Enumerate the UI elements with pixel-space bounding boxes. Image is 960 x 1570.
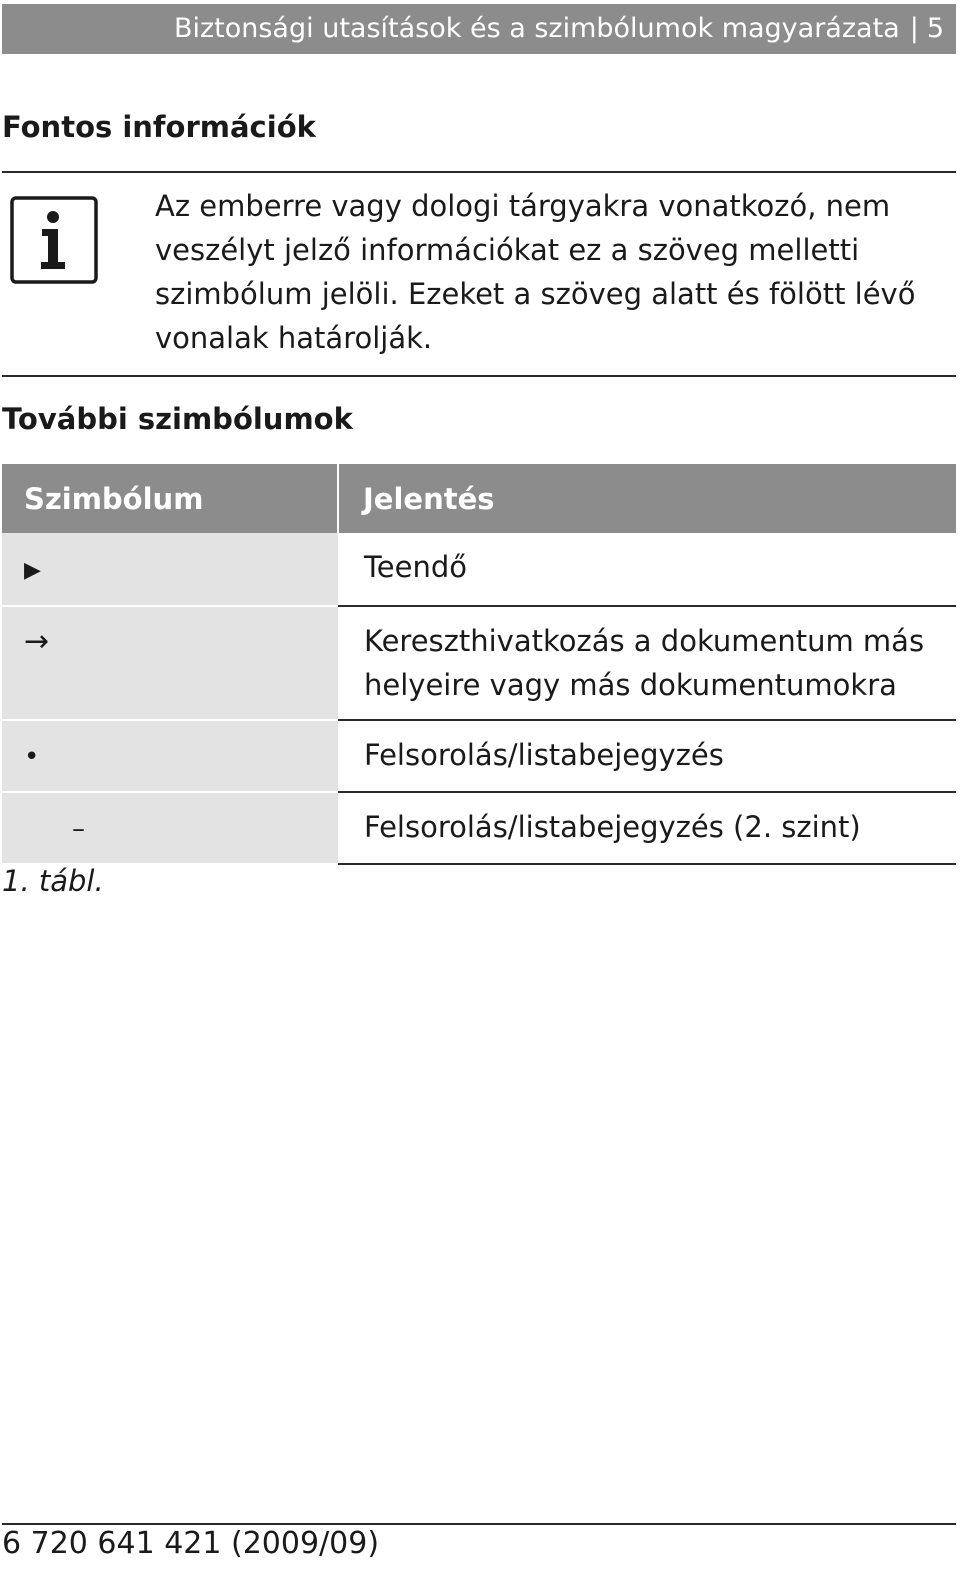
running-header-title: Biztonsági utasítások és a szimbólumok magyarázata [173,13,900,44]
document-number: 6 720 641 421 (2009/09) [2,1526,380,1561]
column-header-symbol: Szimbólum [2,464,338,533]
symbol-cell [2,720,338,792]
arrow-right-icon: → [24,624,50,659]
footer-rule [2,1523,956,1525]
table-caption: 1. tábl. [2,864,104,898]
table-row [2,792,956,864]
meaning-cell: Teendő [338,533,956,606]
more-symbols-heading: További szimbólumok [2,402,353,436]
meaning-cell: Felsorolás/listabejegyzés (2. szint) [338,792,956,864]
important-info-heading: Fontos információk [2,110,316,144]
symbol-cell [2,792,338,864]
column-header-meaning: Jelentés [338,464,956,533]
table-row [2,533,956,606]
info-top-rule [2,171,956,173]
meaning-cell: Felsorolás/listabejegyzés [338,720,956,792]
info-bottom-rule [2,375,956,377]
table-header-row [2,464,956,533]
table-row [2,720,956,792]
dash-icon: – [72,814,85,844]
table-row [2,606,956,720]
symbols-table [2,464,956,865]
important-info-text: Az emberre vagy dologi tárgyakra vonatkozó, nem veszélyt jelző információkat ez a szöveg melletti szimbólum jelöli. Ezeket a szöveg alatt és fölött lévő vonalak határolják. [155,189,916,355]
page-number: 5 [926,13,944,44]
running-header [2,4,956,54]
symbol-cell [2,533,338,606]
info-icon [10,196,98,284]
meaning-cell: Kereszthivatkozás a dokumentum más helyeire vagy más dokumentumokra [338,606,956,720]
header-separator: | [909,13,919,44]
symbol-cell [2,606,338,720]
bullet-icon: • [24,742,40,772]
play-triangle-icon: ▶ [24,558,41,583]
